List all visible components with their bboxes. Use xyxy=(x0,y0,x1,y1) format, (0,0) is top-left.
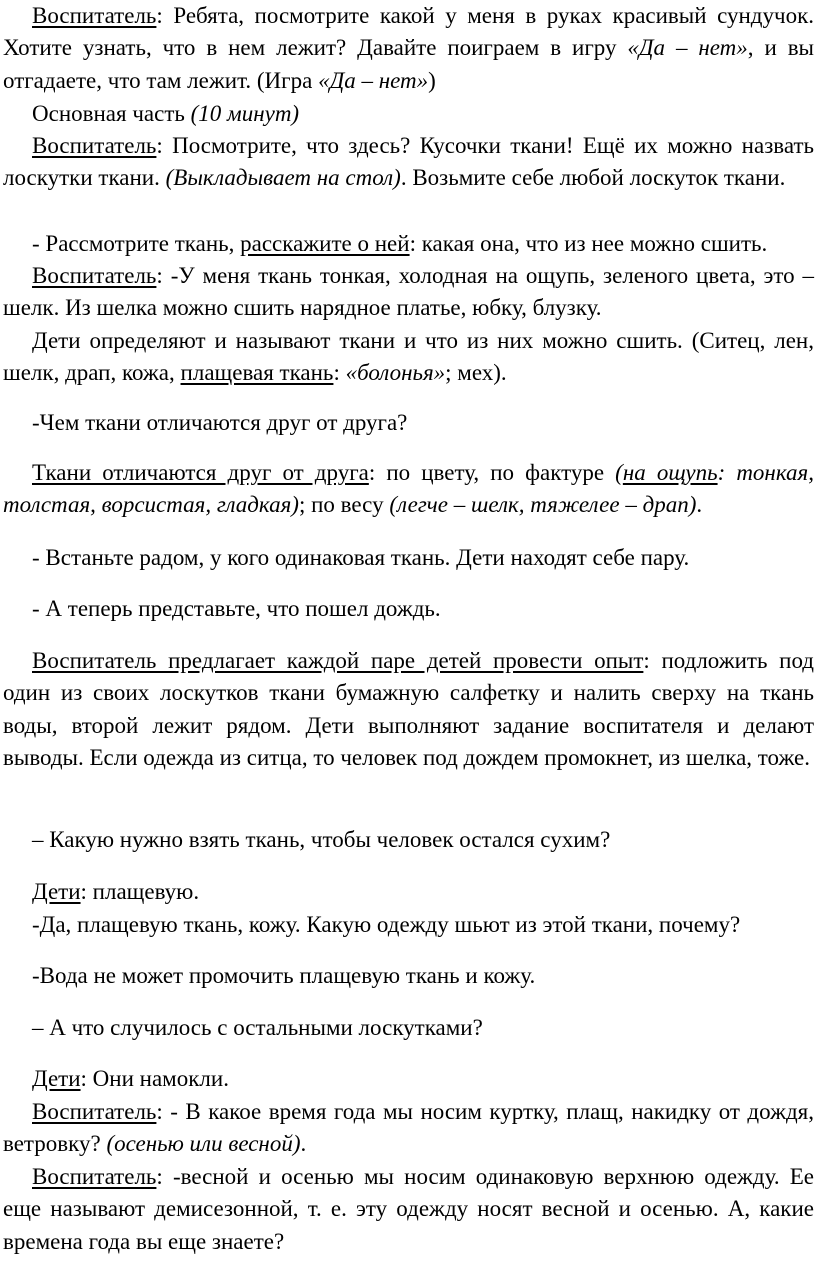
text-run: плащевая ткань xyxy=(180,360,334,386)
text-run: - А теперь представьте, что пошел дождь. xyxy=(32,596,441,621)
text-run: – А что случилось с остальными лоскутками? xyxy=(32,1015,483,1040)
text-run: : Ребята, посмотрите какой у меня в руках красивый сундучок. Хотите узнать, что в нем лежит? Давайте поиграем в игру xyxy=(3,3,814,61)
text-run: . xyxy=(696,492,703,518)
text-run: : xyxy=(333,360,346,386)
text-run: -Вода не может промочить плащевую ткань и кожу. xyxy=(32,963,536,988)
text-run: Воспитатель xyxy=(32,263,157,288)
paragraph-teacher-season xyxy=(3,1096,814,1161)
text-run: (осенью или весной) xyxy=(106,1131,301,1157)
text-run: (10 минут) xyxy=(190,101,300,126)
text-run: Воспитатель xyxy=(32,1099,157,1124)
paragraph-question-other-pieces xyxy=(3,1012,814,1044)
paragraph-question-difference xyxy=(3,407,814,439)
text-run: , и вы отгадаете, что там лежит. (Игра xyxy=(3,35,815,93)
paragraph-children-answer-wet xyxy=(3,1063,814,1095)
text-run: : плащевую. xyxy=(80,879,200,904)
paragraph-fabric-pieces xyxy=(3,130,814,195)
paragraph-rain xyxy=(3,593,814,625)
text-run: Воспитатель xyxy=(32,1164,157,1189)
text-run: : Посмотрите, что здесь? Кусочки ткани! Ещё их можно назвать лоскутки ткани. xyxy=(3,133,814,191)
text-run: (легче – шелк, тяжелее – драп) xyxy=(389,492,697,518)
text-run: ; по весу xyxy=(298,492,390,518)
text-run: ( xyxy=(615,460,623,485)
text-run: : какая она, что из нее можно сшить. xyxy=(409,231,768,256)
text-run: Воспитатель xyxy=(32,133,157,158)
paragraph-question-dry xyxy=(3,824,814,856)
text-run: ) xyxy=(428,67,436,93)
text-run: (Выкладывает на стол) xyxy=(165,165,401,191)
text-run: : по цвету, по фактуре xyxy=(368,460,616,485)
paragraph-experiment xyxy=(3,645,814,775)
paragraph-teacher-demiseason xyxy=(3,1161,814,1258)
paragraph-intro xyxy=(3,0,814,97)
text-run: Дети xyxy=(32,1066,81,1091)
text-run: - Встаньте радом, у кого одинаковая ткань. Дети находят себе пару. xyxy=(32,545,690,570)
text-run: Воспитатель предлагает каждой паре детей провести опыт xyxy=(32,648,644,673)
text-run: : - В какое время года мы носим куртку, плащ, накидку от дождя, ветровку? xyxy=(3,1099,814,1157)
paragraph-children-name-fabrics xyxy=(3,325,814,390)
text-run: «Да – нет» xyxy=(318,67,429,93)
text-run: ; мех). xyxy=(445,360,507,386)
text-run: Основная часть xyxy=(32,101,191,126)
paragraph-teacher-silk xyxy=(3,260,814,325)
text-run: : -У меня ткань тонкая, холодная на ощупь, зеленого цвета, это – шелк. Из шелка можно сшить нарядное платье, юбку, блузку. xyxy=(3,263,814,321)
text-run: Дети определяют и называют ткани и что из них можно сшить. (Ситец, лен, шелк, драп, кожа, xyxy=(3,328,814,386)
text-run: : тонкая, толстая, ворсистая, гладкая) xyxy=(3,460,814,518)
paragraph-examine-fabric xyxy=(3,228,814,260)
text-run: на ощупь xyxy=(622,460,718,485)
paragraph-fabric-differences xyxy=(3,457,814,522)
paragraph-children-answer-raincoat xyxy=(3,876,814,908)
text-run: : -весной и осенью мы носим одинаковую верхнюю одежду. Ее еще называют демисезонной, т. е. эту одежду носят весной и осенью. А, какие времена года вы еще знаете? xyxy=(3,1164,814,1254)
text-run: Воспитатель xyxy=(32,3,157,28)
text-run: . xyxy=(300,1131,307,1157)
text-run: «болонья» xyxy=(345,360,446,386)
paragraph-raincoat-leather xyxy=(3,909,814,941)
paragraph-water-cannot xyxy=(3,960,814,992)
text-run: Дети xyxy=(32,879,81,904)
text-run: : подложить под один из своих лоскутков ткани бумажную салфетку и налить сверху на ткань воды, второй лежит рядом. Дети выполняют задание воспитателя и делают выводы. Если одежда из ситца, то человек под дождем промокнет, из шелка, тоже. xyxy=(3,648,814,771)
paragraph-pair-up xyxy=(3,542,814,574)
text-run: «Да – нет» xyxy=(627,35,748,61)
text-run: - Рассмотрите ткань, xyxy=(32,231,241,256)
text-run: . Возьмите себе любой лоскуток ткани. xyxy=(400,165,786,191)
text-run: расскажите о ней xyxy=(240,231,410,256)
text-run: : Они намокли. xyxy=(80,1066,229,1091)
text-run: -Чем ткани отличаются друг от друга? xyxy=(32,410,408,435)
paragraph-main-part-heading xyxy=(3,98,814,130)
text-run: Ткани отличаются друг от друга xyxy=(32,460,369,485)
text-run: -Да, плащевую ткань, кожу. Какую одежду шьют из этой ткани, почему? xyxy=(32,912,741,937)
text-run: – Какую нужно взять ткань, чтобы человек остался сухим? xyxy=(32,827,611,852)
